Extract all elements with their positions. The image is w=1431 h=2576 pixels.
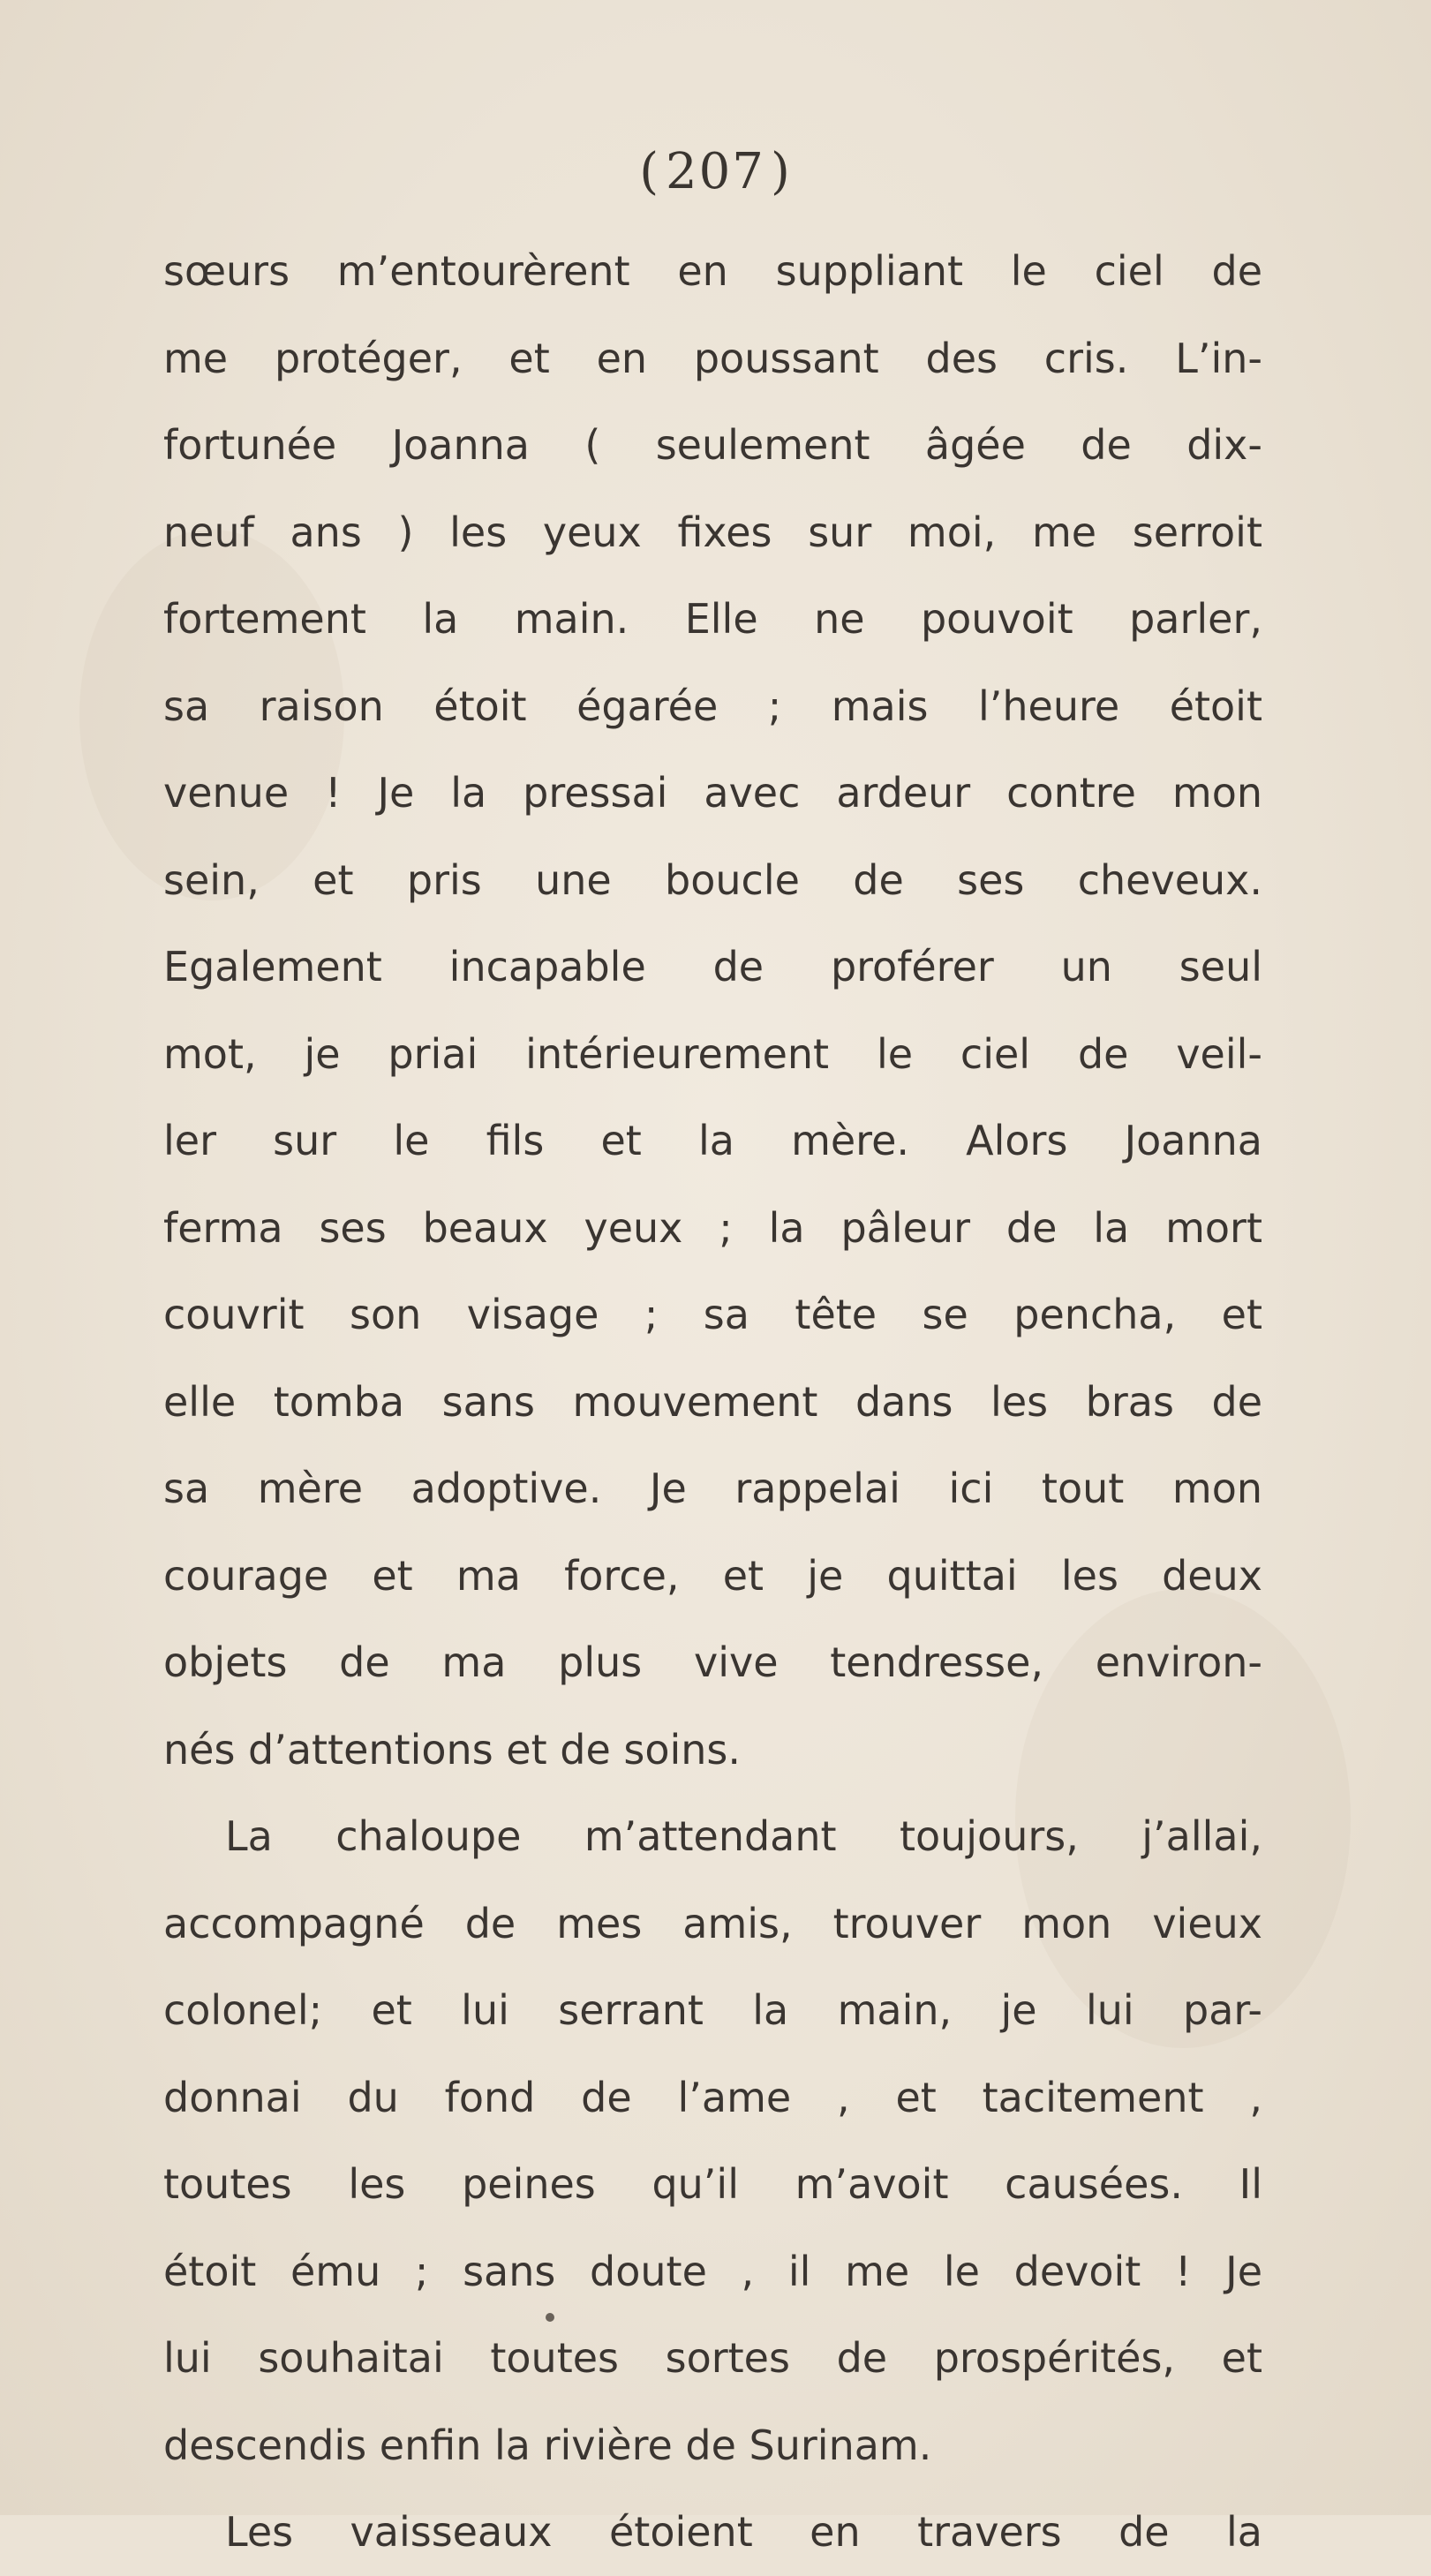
text-line: couvrit son visage ; sa tête se pencha, et [163,1291,1262,1338]
text-line: La chaloupe m’attendant toujours, j’allai, [225,1812,1262,1860]
text-line: elle tomba sans mouvement dans les bras de [163,1377,1262,1426]
text-line: fortement la main. Elle ne pouvoit parler, [163,595,1262,643]
text-line: sein, et pris une boucle de ses cheveux. [163,855,1262,904]
text-line: lui souhaitai toutes sortes de prospérités, et [163,2334,1262,2382]
text-line: objets de ma plus vive tendresse, environ- [163,1638,1262,1686]
page-number-header: ( 207 ) [639,143,792,200]
text-line: Egalement incapable de proférer un seul [163,943,1262,990]
text-line: toutes les peines qu’il m’avoit causées. Il [163,2160,1262,2208]
text-line: fortunée Joanna ( seulement âgée de dix- [163,421,1262,469]
body-text [163,228,1262,2576]
text-line: accompagné de mes amis, trouver mon vieux [163,1899,1262,1947]
text-line: venue ! Je la pressai avec ardeur contre mon [163,769,1262,817]
text-line: descendis enfin la rivière de Surinam. [163,2421,932,2469]
text-line: colonel; et lui serrant la main, je lui par- [163,1986,1262,2034]
text-line: ler sur le fils et la mère. Alors Joanna [163,1117,1262,1164]
text-line: nés d’attentions et de soins. [163,1725,741,1774]
text-line: ferma ses beaux yeux ; la pâleur de la mort [163,1203,1262,1252]
text-line: Les vaisseaux étoient en travers de la [225,2508,1262,2556]
text-line: étoit ému ; sans doute , il me le devoit ! Je [163,2247,1262,2295]
text-line: sa raison étoit égarée ; mais l’heure étoit [163,682,1262,730]
text-line: mot, je priai intérieurement le ciel de veil- [163,1029,1262,1078]
text-line: neuf ans ) les yeux fixes sur moi, me serroit [163,508,1262,556]
text-line: sœurs m’entourèrent en suppliant le ciel de [163,247,1262,295]
text-line: courage et ma force, et je quittai les deux [163,1551,1262,1600]
text-line: donnai du fond de l’ame , et tacitement , [163,2073,1262,2121]
page-number: 207 [666,143,765,200]
text-line: sa mère adoptive. Je rappelai ici tout mon [163,1465,1262,1512]
ink-speck [546,2313,554,2322]
text-line: me protéger, et en poussant des cris. L’in- [163,334,1262,382]
